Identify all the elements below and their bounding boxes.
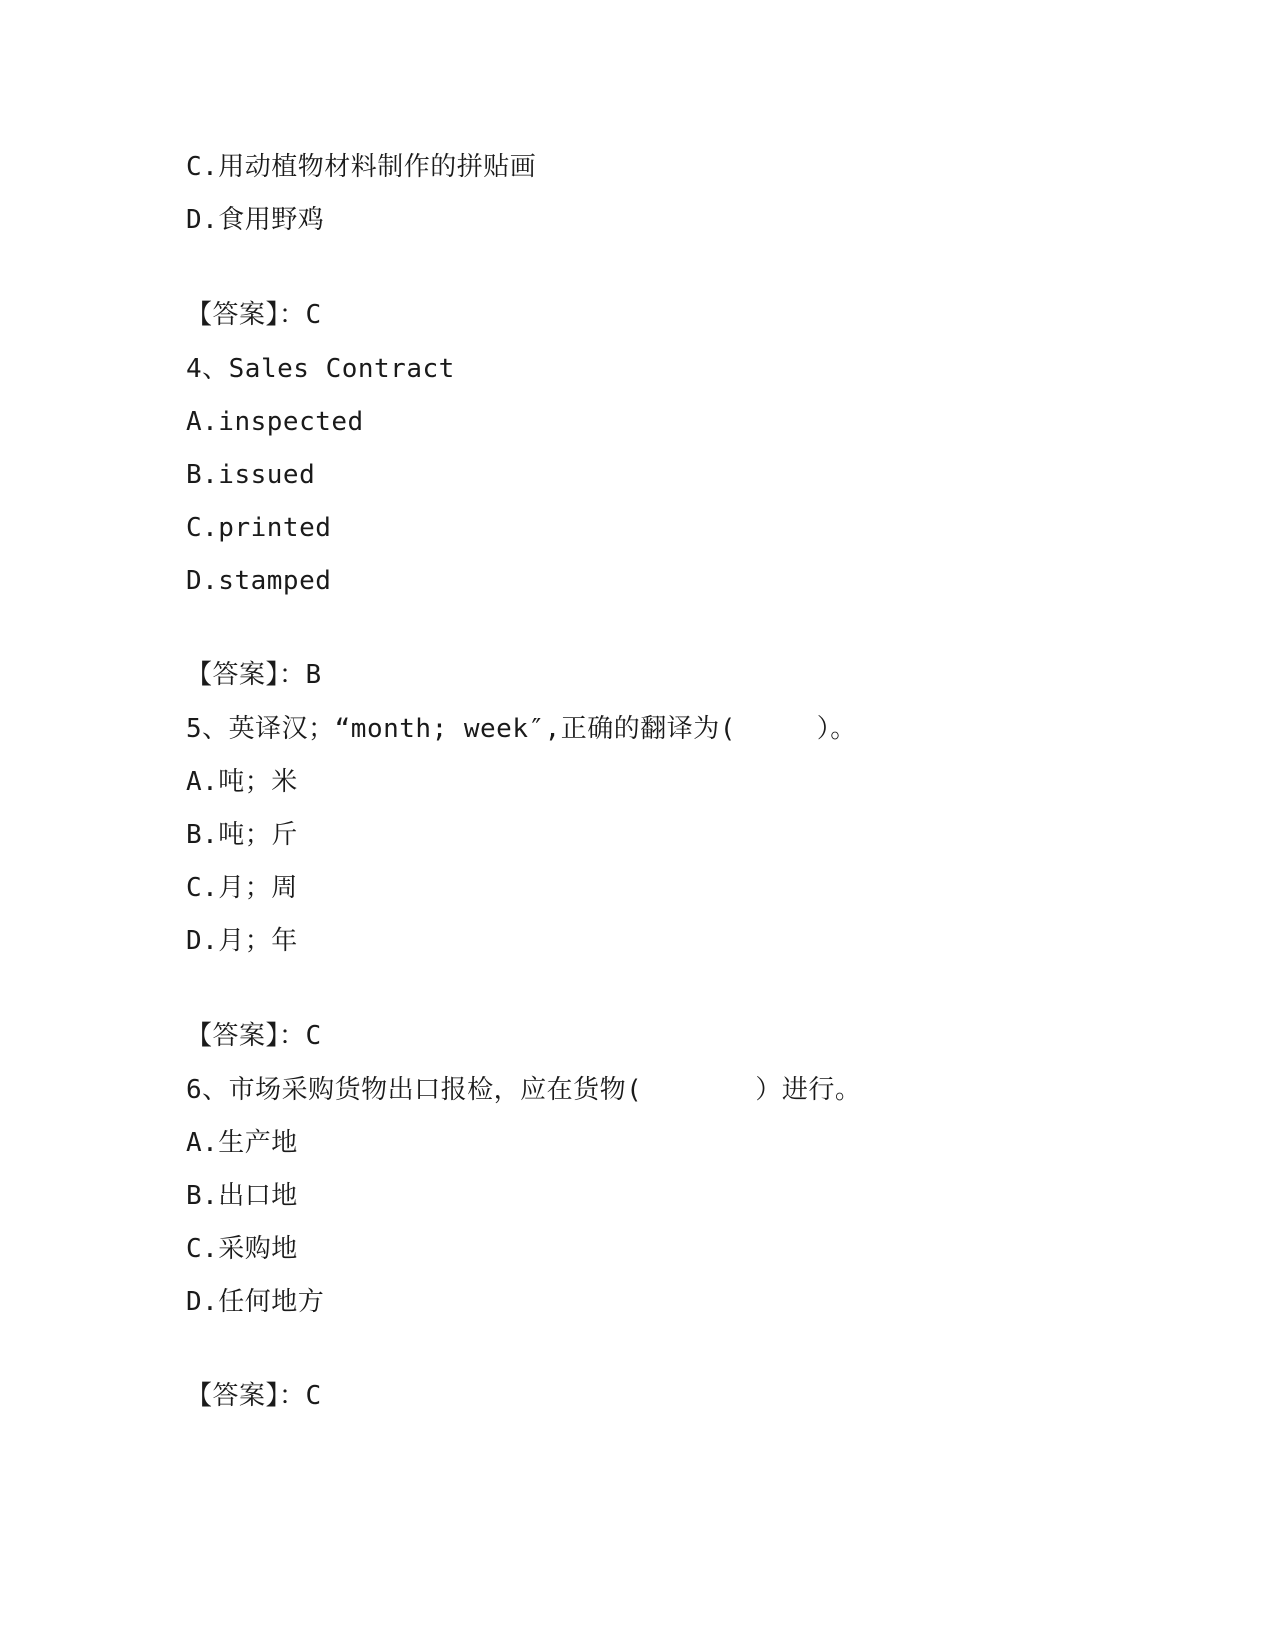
- q6-stem: 6、市场采购货物出口报检，应在货物( ）进行。: [186, 1075, 862, 1105]
- q6-option-b: B.出口地: [186, 1181, 298, 1211]
- q5-option-c: C.月；周: [186, 873, 298, 903]
- q5-stem: 5、英译汉；“month; week″,正确的翻译为( ）。: [186, 714, 857, 744]
- q6-answer: 【答案】：C: [186, 1381, 322, 1411]
- q4-option-a: A.inspected: [186, 407, 364, 437]
- q6-option-d: D.任何地方: [186, 1287, 325, 1317]
- q4-option-b: B.issued: [186, 460, 316, 490]
- q4-stem: 4、Sales Contract: [186, 354, 455, 384]
- q4-option-c: C.printed: [186, 513, 332, 543]
- q3-answer: 【答案】：C: [186, 300, 322, 330]
- q4-option-d: D.stamped: [186, 566, 332, 596]
- q5-option-b: B.吨；斤: [186, 820, 298, 850]
- q5-answer: 【答案】：C: [186, 1021, 322, 1051]
- q6-option-a: A.生产地: [186, 1128, 298, 1158]
- q5-option-a: A.吨；米: [186, 767, 298, 797]
- q6-option-c: C.采购地: [186, 1234, 298, 1264]
- q4-answer: 【答案】：B: [186, 660, 322, 690]
- q3-option-d: D.食用野鸡: [186, 205, 325, 235]
- q3-option-c: C.用动植物材料制作的拼贴画: [186, 152, 537, 182]
- q5-option-d: D.月；年: [186, 926, 298, 956]
